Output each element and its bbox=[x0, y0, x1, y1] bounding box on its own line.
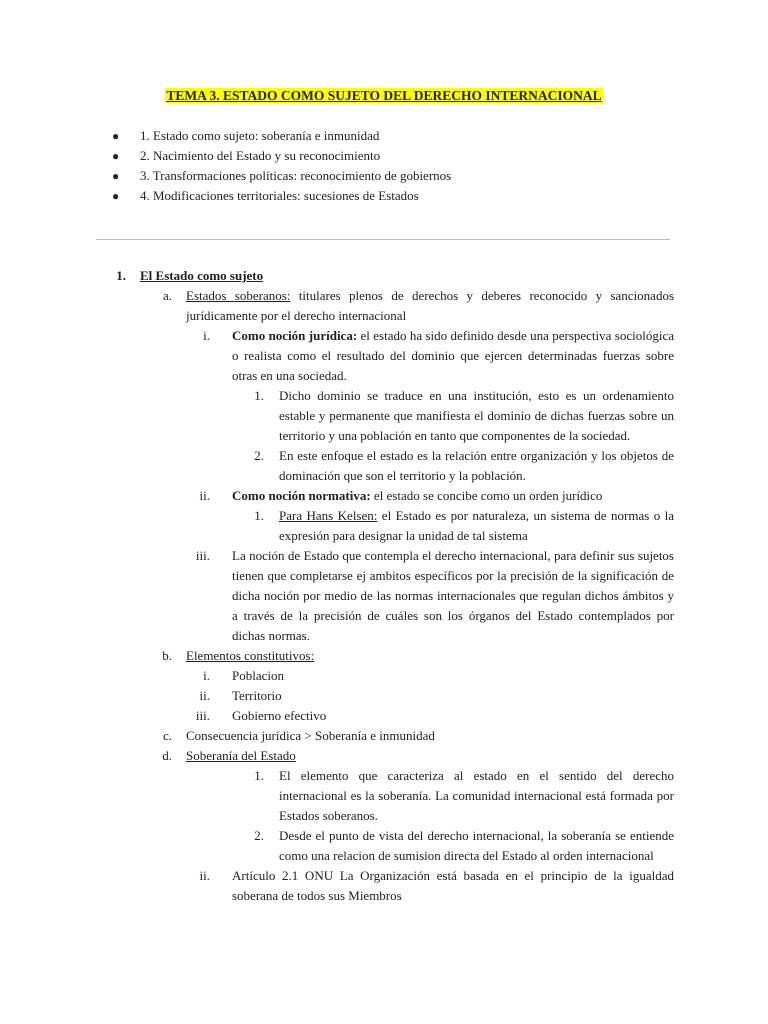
item-label: Soberanía del Estado bbox=[186, 748, 296, 763]
outline-item-a-ii bbox=[0, 486, 768, 506]
outline-item-text: En este enfoque el estado es la relación entre organización y los objetos de dominación que son el territorio y la población. bbox=[279, 448, 674, 483]
outline-marker: iii. bbox=[195, 548, 210, 563]
item-label: Como noción jurídica: bbox=[232, 328, 358, 343]
item-body: titulares plenos de derechos y deberes reconocido y sancionados jurídicamente por el derecho internacional bbox=[186, 288, 675, 323]
outline-marker: ii. bbox=[199, 488, 210, 503]
list-item bbox=[0, 146, 768, 166]
document-title: TEMA 3. ESTADO COMO SUJETO DEL DERECHO INTERNACIONAL bbox=[166, 88, 602, 103]
outline-item-text bbox=[186, 746, 674, 766]
outline-item-text bbox=[186, 646, 674, 666]
section-heading-text: El Estado como sujeto bbox=[140, 268, 264, 283]
outline-item-b-ii bbox=[0, 686, 768, 706]
outline-marker: 1. bbox=[254, 508, 264, 523]
outline-item-d-ii bbox=[0, 866, 768, 906]
outline-marker: 2. bbox=[254, 828, 264, 843]
title-block bbox=[0, 86, 768, 106]
outline-item-d bbox=[0, 746, 768, 766]
outline-item-text bbox=[232, 326, 674, 386]
outline-item-text: Territorio bbox=[232, 688, 282, 703]
list-item bbox=[0, 126, 768, 146]
outline-item-text bbox=[232, 486, 674, 506]
item-body: el Estado es por naturaleza, un sistema de normas o la expresión para designar la unidad de tal sistema bbox=[279, 508, 674, 543]
outline-item-text: Desde el punto de vista del derecho internacional, la soberanía se entiende como una relacion de sumision directa del Estado al orden internacional bbox=[279, 828, 674, 863]
list-item bbox=[0, 166, 768, 186]
outline-item-d-1 bbox=[0, 766, 768, 826]
outline-item-a-ii-1 bbox=[0, 506, 768, 546]
outline-marker: d. bbox=[162, 748, 172, 763]
outline-item-text: Consecuencia jurídica > Soberanía e inmunidad bbox=[186, 728, 435, 743]
list-item-text: 3. Transformaciones políticas: reconocimiento de gobiernos bbox=[140, 168, 452, 183]
outline-item-b bbox=[0, 646, 768, 666]
outline-marker: 1. bbox=[116, 268, 126, 283]
outline-item-c bbox=[0, 726, 768, 746]
outline-marker: i. bbox=[203, 328, 210, 343]
outline-marker: 1. bbox=[254, 388, 264, 403]
outline-item-text: Poblacion bbox=[232, 668, 284, 683]
outline-item-a-i-2 bbox=[0, 446, 768, 486]
outline-marker: iii. bbox=[195, 708, 210, 723]
outline-item-text: El elemento que caracteriza al estado en el sentido del derecho internacional es la soberanía. La comunidad internacional está formada por Estados soberanos. bbox=[279, 768, 674, 823]
list-item-text: 4. Modificaciones territoriales: sucesiones de Estados bbox=[140, 188, 419, 203]
list-item bbox=[0, 186, 768, 206]
outline-marker: 2. bbox=[254, 448, 264, 463]
outline-item-d-2 bbox=[0, 826, 768, 866]
outline-item-text: La noción de Estado que contempla el derecho internacional, para definir sus sujetos tienen que completarse ej ambitos específicos por la precisión de la significación de dicha noción por medio de las normas internacionales que regulan dichos ámbitos y a través de la precisión de cuáles son los órganos del Estado contemplados por dichas normas. bbox=[232, 548, 674, 643]
item-label: Estados soberanos: bbox=[186, 288, 291, 303]
section-heading bbox=[0, 266, 768, 286]
list-item-text: 2. Nacimiento del Estado y su reconocimiento bbox=[140, 148, 381, 163]
item-label: Elementos constitutivos: bbox=[186, 648, 315, 663]
bullet-icon: ● bbox=[112, 189, 120, 203]
outline-item-b-iii bbox=[0, 706, 768, 726]
item-label: Para Hans Kelsen: bbox=[279, 508, 378, 523]
outline-marker: i. bbox=[203, 668, 210, 683]
outline-item-a-i-1 bbox=[0, 386, 768, 446]
outline-marker: a. bbox=[162, 288, 172, 303]
outline-item-a bbox=[0, 286, 768, 326]
bullet-icon: ● bbox=[112, 149, 120, 163]
outline-marker: ii. bbox=[199, 688, 210, 703]
outline-marker: 1. bbox=[254, 768, 264, 783]
outline-item-a-iii bbox=[0, 546, 768, 646]
outline-marker: c. bbox=[162, 728, 172, 743]
outline-content bbox=[0, 266, 768, 906]
outline-marker: ii. bbox=[199, 868, 210, 883]
outline-item-text bbox=[186, 286, 674, 326]
outline-item-text: Artículo 2.1 ONU La Organización está basada en el principio de la igualdad soberana de todos sus Miembros bbox=[232, 868, 674, 903]
outline-marker: b. bbox=[162, 648, 172, 663]
outline-item-text bbox=[279, 506, 674, 546]
item-body: el estado ha sido definido desde una perspectiva sociológica o realista como el resultado del dominio que ejercen determinadas fuerzas sobre otras en una sociedad. bbox=[232, 328, 674, 383]
topic-list bbox=[0, 126, 768, 206]
list-item-text: 1. Estado como sujeto: soberanía e inmunidad bbox=[140, 128, 380, 143]
outline-item-text: Dicho dominio se traduce en una institución, esto es un ordenamiento estable y permanente que manifiesta el dominio de dichas fuerzas sobre un territorio y una población en tanto que componentes de la sociedad. bbox=[279, 388, 674, 443]
bullet-icon: ● bbox=[112, 129, 120, 143]
outline-item-text: Gobierno efectivo bbox=[232, 708, 327, 723]
bullet-icon: ● bbox=[112, 169, 120, 183]
horizontal-divider bbox=[96, 239, 670, 240]
outline-item-a-i bbox=[0, 326, 768, 386]
item-label: Como noción normativa: bbox=[232, 488, 371, 503]
item-body: el estado se concibe como un orden jurídico bbox=[370, 488, 603, 503]
outline-item-b-i bbox=[0, 666, 768, 686]
